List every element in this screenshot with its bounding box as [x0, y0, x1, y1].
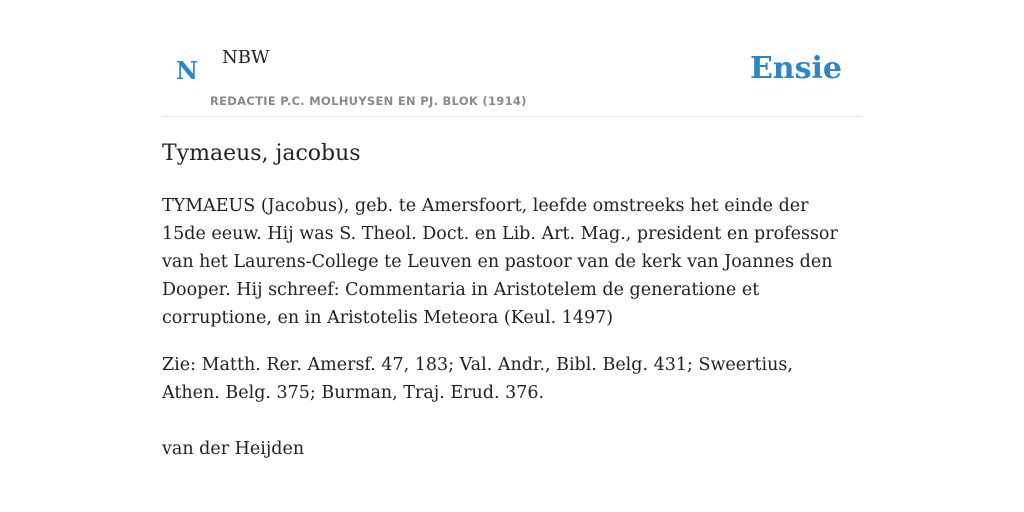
- article-author: van der Heijden: [162, 439, 305, 459]
- article-body: TYMAEUS (Jacobus), geb. te Amersfoort, leefde omstreeks het einde der 15de eeuw. Hij was S. Theol. Doct. en Lib. Art. Mag., president en professor van het Laurens-College te Leuven en pastoor van de kerk van Joannes den Dooper. Hij schreef: Commentaria in Aristotelem de generatione et corruptione, en in Aristotelis Meteora (Keul. 1497): [162, 196, 838, 328]
- article-references: Zie: Matth. Rer. Amersf. 47, 183; Val. Andr., Bibl. Belg. 431; Sweertius, Athen. Belg. 375; Burman, Traj. Erud. 376.: [162, 355, 793, 403]
- source-header: [162, 0, 862, 117]
- source-subtitle: REDACTIE P.C. MOLHUYSEN EN PJ. BLOK (1914): [210, 94, 527, 108]
- brand-logo[interactable]: Ensie: [749, 51, 842, 86]
- source-name[interactable]: NBW: [222, 47, 270, 68]
- article-title: Tymaeus, jacobus: [162, 141, 361, 166]
- source-logo[interactable]: N: [176, 56, 198, 85]
